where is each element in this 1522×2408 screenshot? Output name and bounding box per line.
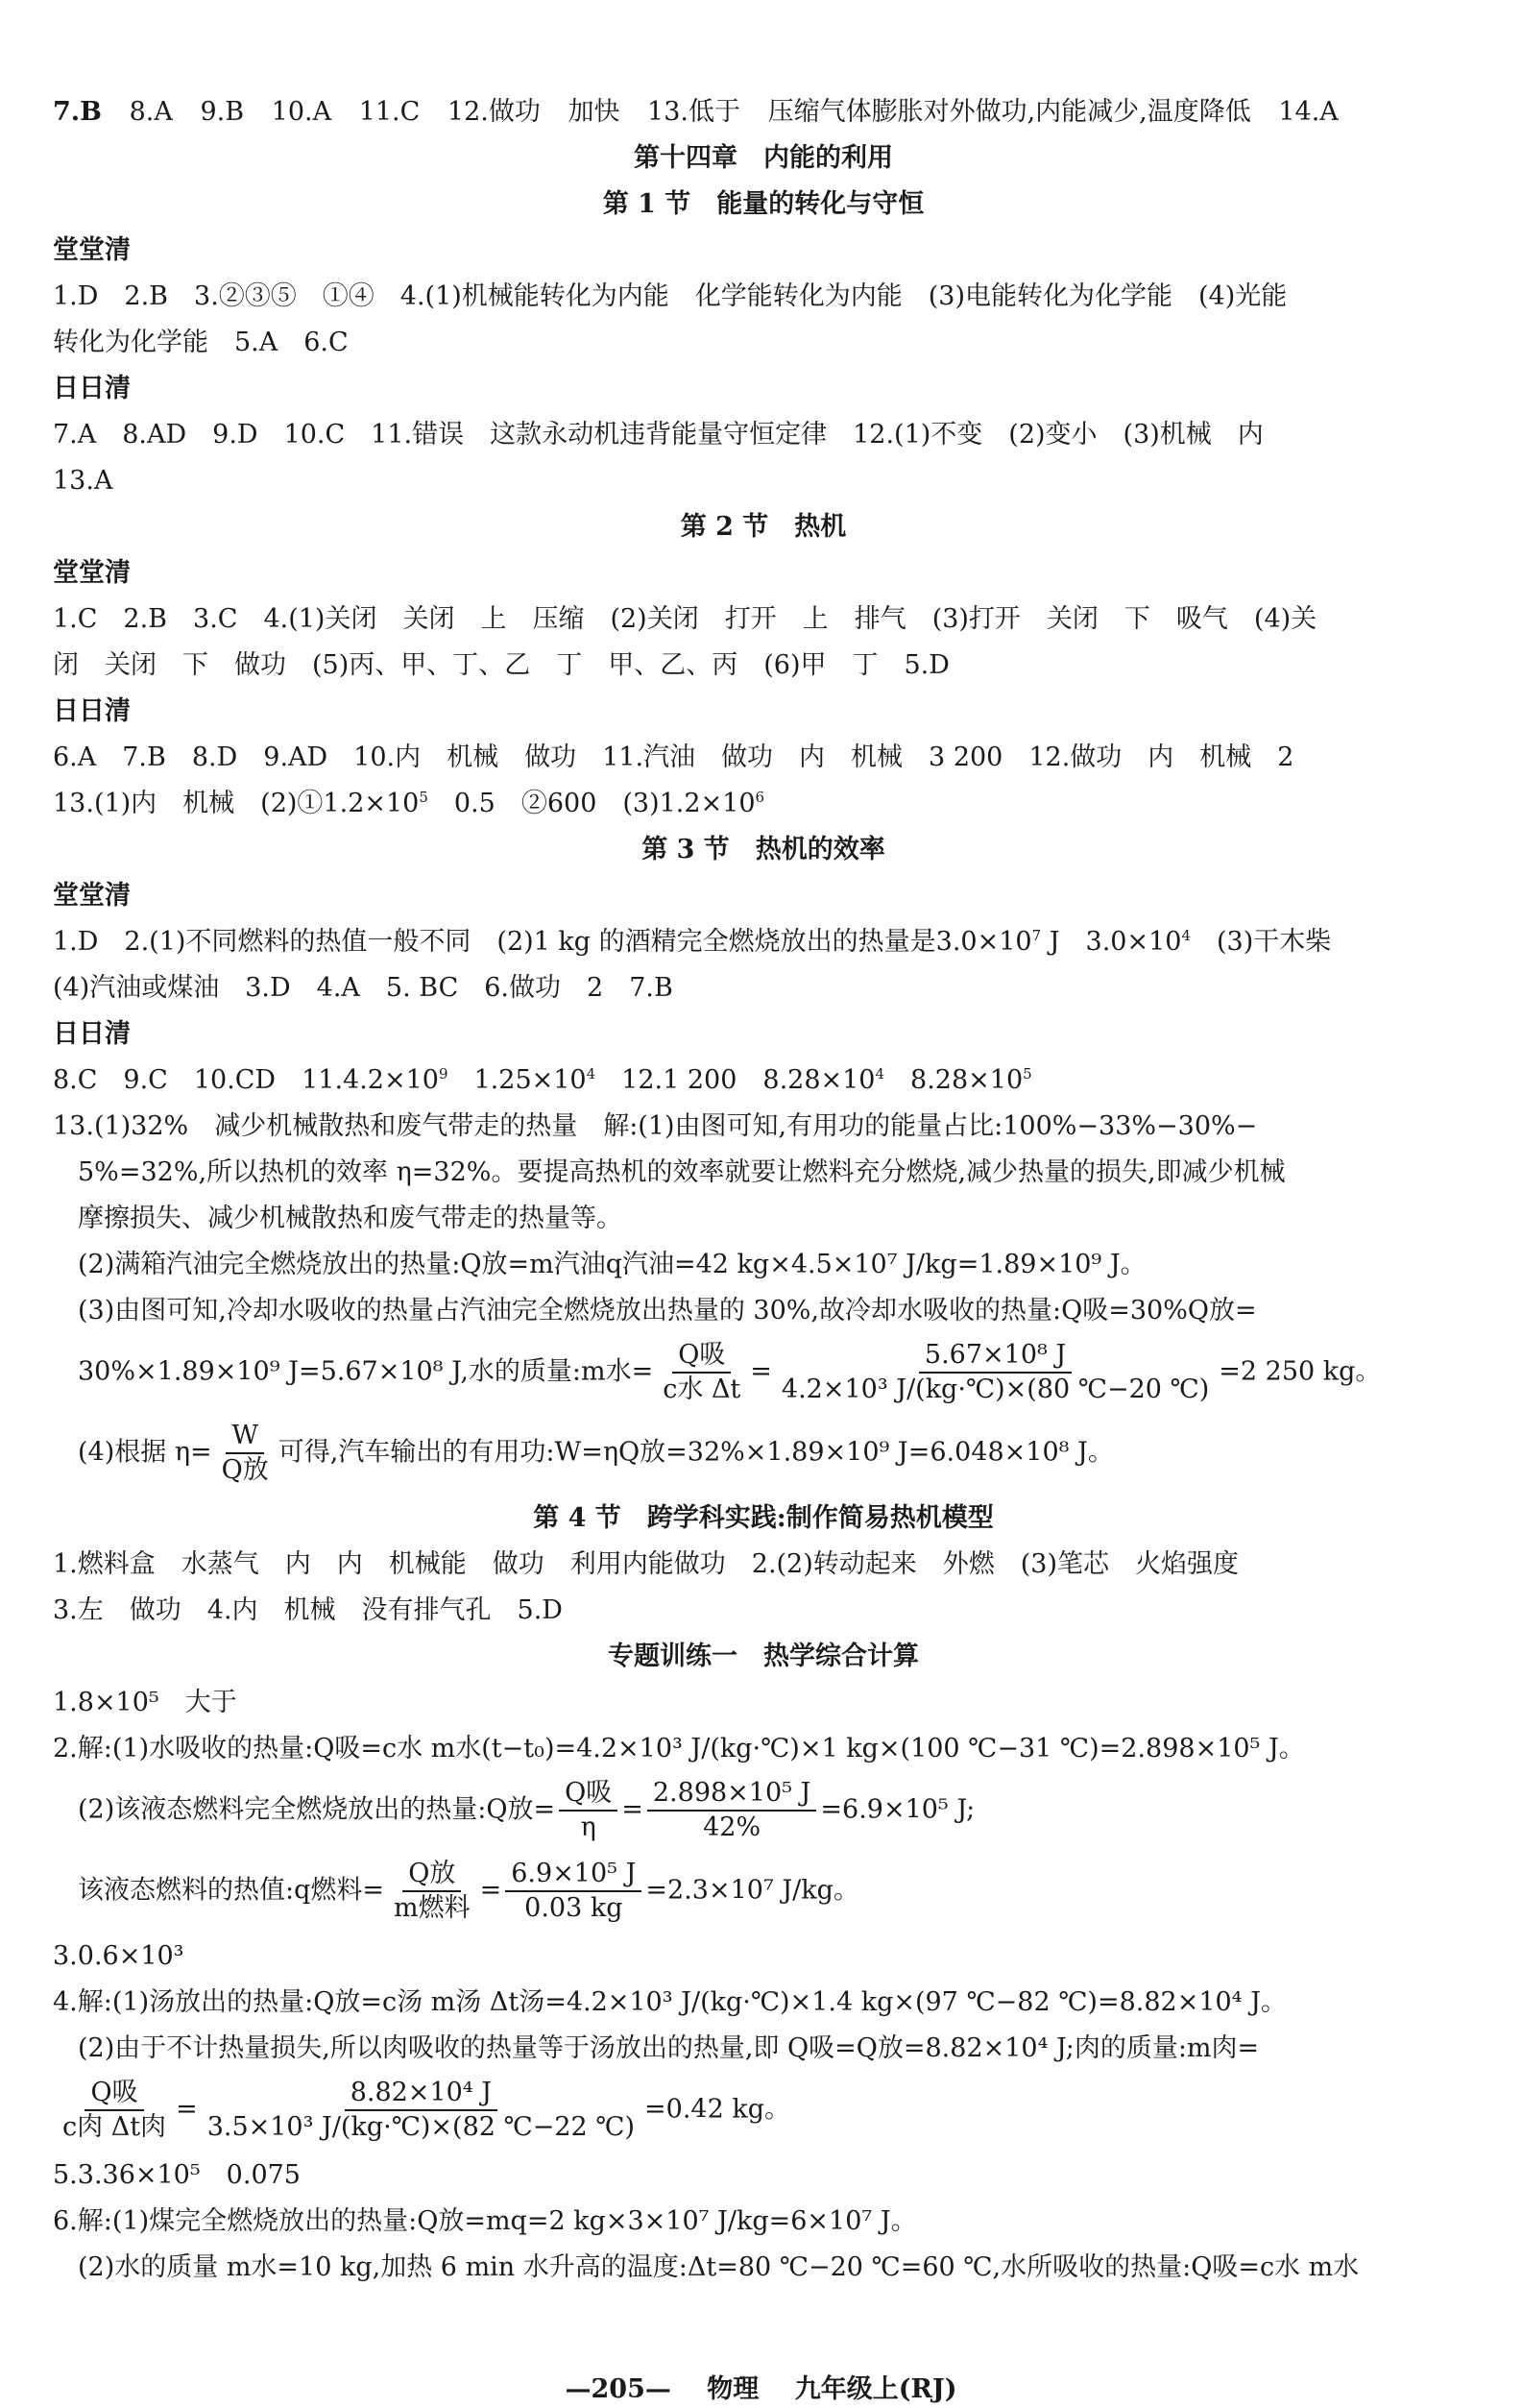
numerator: 2.898×10⁵ J: [647, 1779, 817, 1812]
denominator: Q放: [221, 1455, 269, 1485]
text-run: =2 250 kg。: [1219, 1356, 1382, 1387]
text-run: 可得,汽车输出的有用功:W=ηQ放=32%×1.89×10⁹ J=6.048×10⁸ J。: [278, 1437, 1114, 1468]
answer-line: [53, 788, 1474, 820]
footer-grade: 九年级上(RJ): [794, 2374, 957, 2404]
answer-line: 1.燃料盒 水蒸气 内 内 机械能 做功 利用内能做功 2.(2)转动起来 外燃 (3)笔芯 火焰强度: [53, 1549, 1240, 1579]
denominator: η: [580, 1812, 596, 1842]
answer-item: 7.B: [53, 97, 103, 127]
formula-line: $\frac{\text{Q吸}}{\text{c肉 Δt肉}}$ = $\frac{\text{8.82×10⁴ J}}{\text{3.5×10³ J/(kg·℃)×(82 ℃−22 ℃)}}$ =0.42 kg。: [53, 2079, 1474, 2142]
exponent: 4: [586, 1065, 596, 1082]
answer-line: 3.左 做功 4.内 机械 没有排气孔 5.D: [53, 1595, 563, 1625]
text-run: 12.1 200 8.28×10: [595, 1065, 876, 1095]
answer-item: 9.B: [200, 97, 245, 127]
answer-item: 压缩气体膨胀对外做功,内能减少,温度降低: [767, 97, 1251, 127]
fraction: [388, 1860, 476, 1923]
answer-line: 1.8×10⁵ 大于: [53, 1688, 237, 1717]
text-run: (2)该液态燃料完全燃烧放出的热量:Q放=: [78, 1794, 556, 1825]
answer-line: 13.A: [53, 466, 113, 496]
fraction: [216, 1422, 275, 1485]
answer-line: (3)由图可知,冷却水吸收的热量占汽油完全燃烧放出热量的 30%,故冷却水吸收的热量:Q吸=30%Q放=: [78, 1296, 1257, 1326]
answer-line: 闭 关闭 下 做功 (5)丙、甲、丁、乙 丁 甲、乙、丙 (6)甲 丁 5.D: [53, 650, 950, 680]
numerator: Q吸: [672, 1341, 731, 1374]
answer-item: 10.A: [271, 97, 332, 127]
text-run: 0.5 ②600 (3)1.2×10: [427, 789, 756, 818]
text-run: 1.25×10: [447, 1065, 587, 1095]
answer-line: (2)满箱汽油完全燃烧放出的热量:Q放=m汽油q汽油=42 kg×4.5×10⁷ J/kg=1.89×10⁹ J。: [78, 1250, 1147, 1279]
text-run: (4)根据 η=: [78, 1437, 212, 1468]
page-footer: [0, 2368, 1522, 2405]
fraction: [647, 1779, 817, 1842]
answer-item: 11.C: [358, 97, 421, 127]
text-run: 该液态燃料的热值:q燃料=: [78, 1875, 385, 1906]
numerator: Q放: [402, 1860, 461, 1892]
answer-item: 13.低于: [647, 97, 740, 127]
chapter-title: 第十四章 内能的利用: [634, 143, 893, 173]
text-run: 8.C 9.C 10.CD 11.4.2×10: [53, 1065, 439, 1095]
fraction: [776, 1341, 1215, 1404]
fraction: [559, 1779, 617, 1842]
text-run: =6.9×10⁵ J;: [820, 1794, 976, 1825]
section-title: 第 2 节 热机: [680, 512, 847, 542]
fraction: [57, 2079, 172, 2142]
exponent: 4: [1181, 927, 1191, 944]
numerator: Q吸: [85, 2079, 143, 2111]
answer-line: 1.C 2.B 3.C 4.(1)关闭 关闭 上 压缩 (2)关闭 打开 上 排气 (3)打开 关闭 下 吸气 (4)关: [53, 604, 1317, 634]
answer-line: 4.解:(1)汤放出的热量:Q放=c汤 m汤 Δt汤=4.2×10³ J/(kg·℃)×1.4 kg×(97 ℃−82 ℃)=8.82×10⁴ J。: [53, 1987, 1287, 2017]
top-answers-line: [53, 96, 1474, 129]
numerator: 8.82×10⁴ J: [345, 2079, 497, 2111]
section-title: 专题训练一 热学综合计算: [608, 1642, 919, 1671]
denominator: 0.03 kg: [524, 1893, 623, 1923]
answer-item: 14.A: [1278, 97, 1339, 127]
numerator: W: [226, 1422, 264, 1454]
answer-line: 摩擦损失、减少机械散热和废气带走的热量等。: [78, 1204, 622, 1233]
text-run: =0.42 kg。: [644, 2094, 790, 2125]
formula-line: 30%×1.89×10⁹ J=5.67×10⁸ J,水的质量:m水= $\frac{\text{Q吸}}{\text{c水 Δt}}$ = $\frac{\text{5.67×10⁸ J}}{\text{4.2×10³ J/(kg·℃)×(80 ℃−20 ℃)}}$ =2 250 kg。: [78, 1340, 1382, 1404]
numerator: 6.9×10⁵ J: [505, 1860, 641, 1892]
exponent: 6: [755, 789, 765, 806]
subsection-label: 日日清: [53, 1019, 131, 1049]
answer-line: 6.A 7.B 8.D 9.AD 10.内 机械 做功 11.汽油 做功 内 机械 3 200 12.做功 内 机械 2: [53, 742, 1294, 772]
numerator: Q吸: [559, 1779, 617, 1812]
answer-line: 5%=32%,所以热机的效率 η=32%。要提高热机的效率就要让燃料充分燃烧,减少热量的损失,即减少机械: [78, 1157, 1286, 1187]
answer-line: 13.(1)32% 减少机械散热和废气带走的热量 解:(1)由图可知,有用功的能量占比:100%−33%−30%−: [53, 1111, 1258, 1141]
denominator: 3.5×10³ J/(kg·℃)×(82 ℃−22 ℃): [206, 2112, 636, 2142]
answer-line: (2)由于不计热量损失,所以肉吸收的热量等于汤放出的热量,即 Q吸=Q放=8.82×10⁴ J;肉的质量:m肉=: [78, 2033, 1260, 2063]
exponent: 4: [875, 1065, 885, 1082]
answer-line: (4)汽油或煤油 3.D 4.A 5. BC 6.做功 2 7.B: [53, 973, 673, 1003]
text-run: 30%×1.89×10⁹ J=5.67×10⁸ J,水的质量:m水=: [78, 1356, 654, 1387]
fraction: [202, 2079, 640, 2142]
answer-line: 转化为化学能 5.A 6.C: [53, 328, 349, 357]
exponent: 7: [1031, 927, 1042, 944]
answer-line: [53, 1064, 1474, 1097]
answer-line: 5.3.36×10⁵ 0.075: [53, 2160, 301, 2190]
subsection-label: 日日清: [53, 696, 131, 726]
section-title: 第 1 节 能量的转化与守恒: [602, 189, 925, 219]
text-run: =2.3×10⁷ J/kg。: [645, 1875, 859, 1906]
subsection-label: 堂堂清: [53, 235, 131, 265]
formula-line: 该液态燃料的热值:q燃料= $\frac{\text{Q放}}{\text{m燃料}}$ = $\frac{\text{6.9×10⁵ J}}{0.03 kg}$ =2.3×10⁷ J/kg。: [78, 1859, 859, 1923]
answer-line: [53, 926, 1474, 959]
denominator: c肉 Δt肉: [62, 2112, 167, 2142]
text-run: 8.28×10: [884, 1065, 1024, 1095]
answer-line: 2.解:(1)水吸收的热量:Q吸=c水 m水(t−t₀)=4.2×10³ J/(kg·℃)×1 kg×(100 ℃−31 ℃)=2.898×10⁵ J。: [53, 1734, 1305, 1763]
exponent: 5: [1023, 1065, 1032, 1082]
denominator: m燃料: [394, 1893, 471, 1923]
answer-content: [53, 96, 1474, 2298]
section-title: 第 4 节 跨学科实践:制作简易热机模型: [533, 1503, 994, 1533]
answer-line: (2)水的质量 m水=10 kg,加热 6 min 水升高的温度:Δt=80 ℃−20 ℃=60 ℃,水所吸收的热量:Q吸=c水 m水: [78, 2252, 1360, 2282]
subsection-label: 堂堂清: [53, 558, 131, 588]
footer-subject: 物理: [707, 2374, 760, 2404]
text-run: 1.D 2.(1)不同燃料的热值一般不同 (2)1 kg 的酒精完全燃烧放出的热量是3.0×10: [53, 927, 1032, 957]
formula-line: [53, 1422, 1474, 1485]
numerator: 5.67×10⁸ J: [919, 1341, 1072, 1374]
fraction: [505, 1860, 641, 1923]
subsection-label: 日日清: [53, 374, 131, 403]
text-run: (3)干木柴: [1191, 927, 1332, 957]
section-title: 第 3 节 热机的效率: [641, 835, 885, 864]
answer-line: 3.0.6×10³: [53, 1941, 184, 1971]
denominator: 42%: [703, 1812, 761, 1842]
denominator: c水 Δt: [663, 1374, 741, 1404]
page-number: —205—: [565, 2374, 671, 2404]
answer-line: 7.A 8.AD 9.D 10.C 11.错误 这款永动机违背能量守恒定律 12.(1)不变 (2)变小 (3)机械 内: [53, 420, 1264, 450]
denominator: 4.2×10³ J/(kg·℃)×(80 ℃−20 ℃): [781, 1374, 1210, 1404]
text-run: 13.(1)内 机械 (2)①1.2×10: [53, 789, 420, 818]
answer-line: 1.D 2.B 3.②③⑤ ①④ 4.(1)机械能转化为内能 化学能转化为内能 (3)电能转化为化学能 (4)光能: [53, 281, 1288, 311]
subsection-label: 堂堂清: [53, 881, 131, 911]
answer-line: 6.解:(1)煤完全燃烧放出的热量:Q放=mq=2 kg×3×10⁷ J/kg=6×10⁷ J。: [53, 2206, 917, 2236]
text-run: J 3.0×10: [1041, 927, 1182, 957]
exponent: 5: [419, 789, 428, 806]
answer-item: 8.A: [129, 97, 173, 127]
exponent: 9: [438, 1065, 448, 1082]
fraction: [657, 1341, 746, 1404]
answer-item: 加快: [568, 97, 620, 127]
answer-item: 12.做功: [447, 97, 541, 127]
formula-line: (2)该液态燃料完全燃烧放出的热量:Q放= $\frac{\text{Q吸}}{\eta}$ = $\frac{\text{2.898×10⁵ J}}{42\%}$ =6.9×10⁵ J;: [78, 1778, 976, 1842]
